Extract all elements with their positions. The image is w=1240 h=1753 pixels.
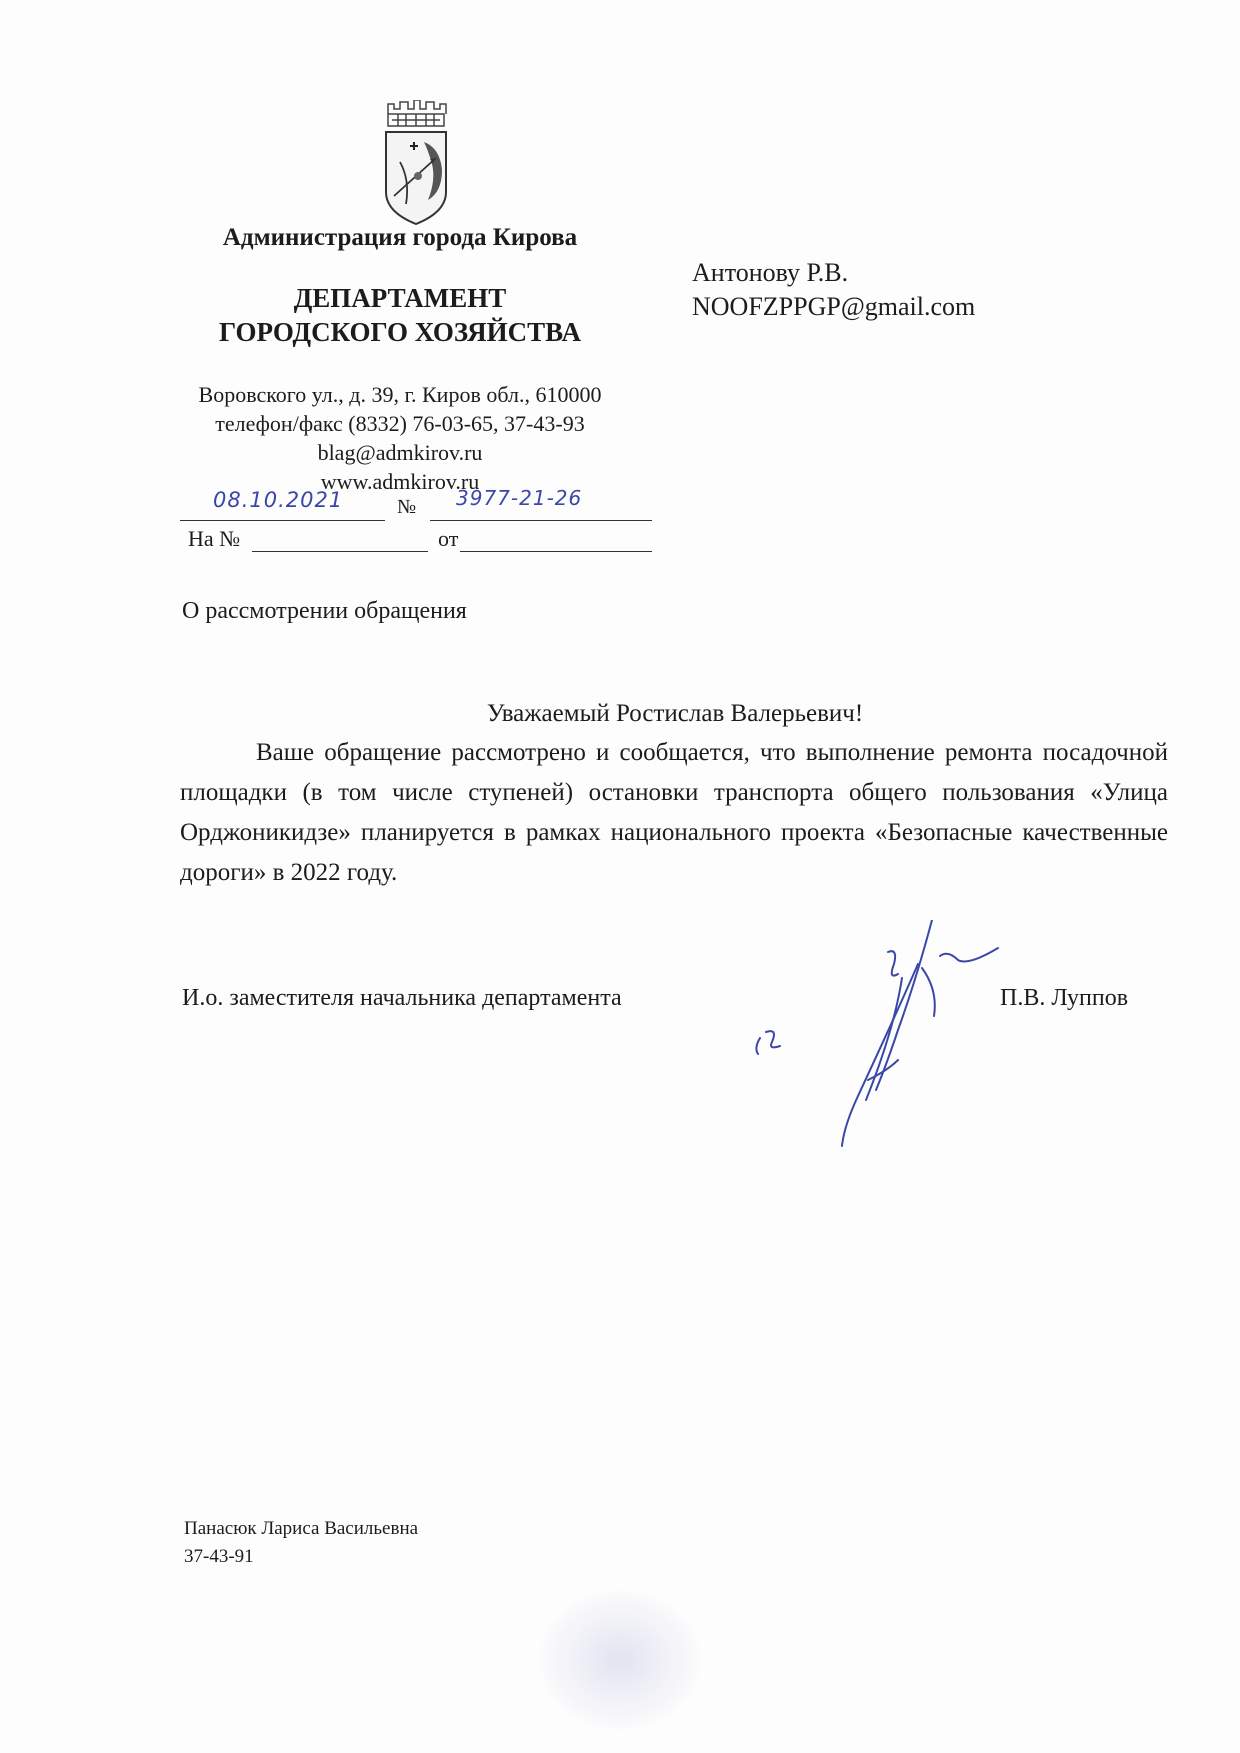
- signatory-title: И.о. заместителя начальника департамента: [182, 985, 622, 1011]
- reference-from-underline: [460, 551, 652, 552]
- date-underline: [180, 520, 385, 521]
- address-website: www.admkirov.ru: [320, 469, 480, 494]
- department-title-line2: ГОРОДСКОГО ХОЗЯЙСТВА: [219, 317, 581, 347]
- reference-number-underline: [252, 551, 428, 552]
- reference-from-label: от: [438, 526, 459, 551]
- signatory-name: П.В. Луппов: [1000, 985, 1129, 1011]
- number-underline: [430, 520, 652, 521]
- addressee-name: Антонову Р.В.: [692, 258, 849, 287]
- letter-greeting: Уважаемый Ростислав Валерьевич!: [486, 700, 864, 727]
- address-email: blag@admkirov.ru: [317, 440, 483, 465]
- letter-body: Ваше обращение рассмотрено и сообщается, что выполнение ремонта посадочной площадки (в том числе ступеней) остановки транспорта общего пользования «Улица Орджоникидзе» планируется в рамках национального проекта «Безопасные качественные дороги» в 2022 году.: [180, 739, 1168, 886]
- address-phone: телефон/факс (8332) 76-03-65, 37-43-93: [215, 411, 585, 436]
- registration-number-label: №: [397, 496, 417, 518]
- department-address: [150, 380, 650, 496]
- letter-subject: О рассмотрении обращения: [182, 598, 467, 624]
- executor-phone: 37-43-91: [184, 1546, 254, 1567]
- registration-date: 08.10.2021: [213, 488, 344, 512]
- executor-name: Панасюк Лариса Васильевна: [184, 1518, 419, 1539]
- kirov-coat-of-arms-icon: [376, 100, 456, 228]
- scan-smudge: [540, 1590, 700, 1730]
- handwritten-signature: [748, 920, 1028, 1160]
- address-street: Воровского ул., д. 39, г. Киров обл., 610000: [198, 382, 602, 407]
- department-title-line1: ДЕПАРТАМЕНТ: [293, 283, 507, 313]
- registration-number: 3977-21-26: [456, 486, 583, 510]
- addressee-email: NOOFZPPGP@gmail.com: [692, 292, 976, 321]
- reference-number-label: На №: [188, 526, 241, 551]
- org-name: Администрация города Кирова: [222, 224, 578, 251]
